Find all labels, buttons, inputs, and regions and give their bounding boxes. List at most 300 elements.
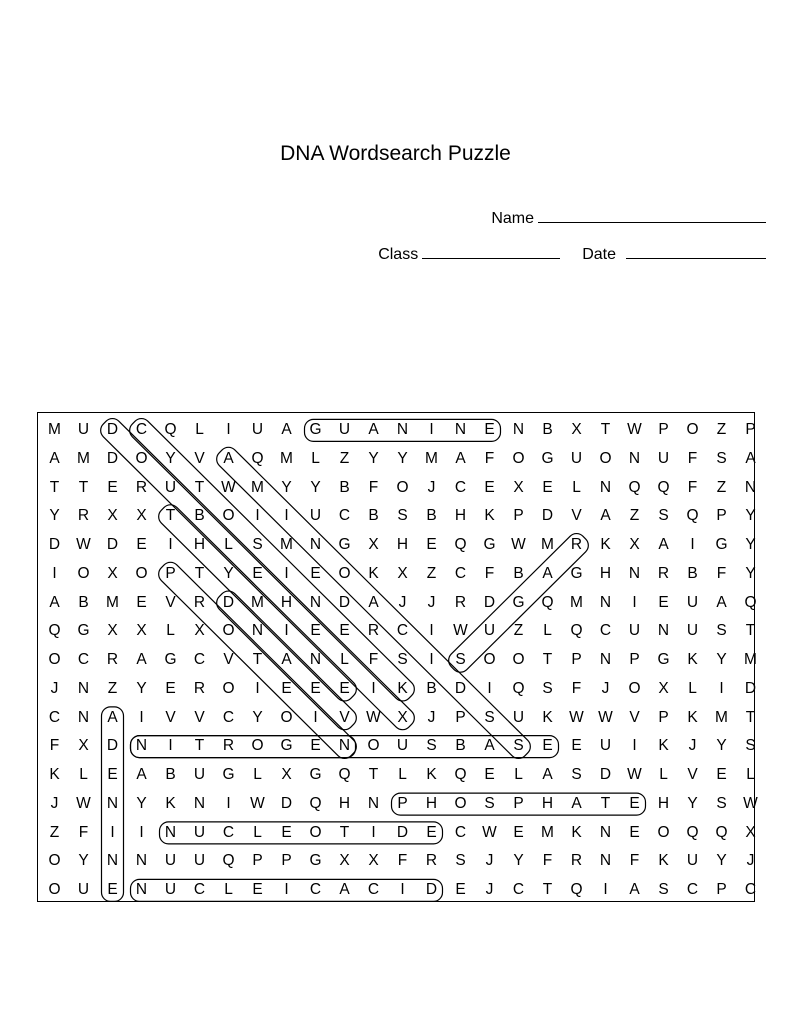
- grid-letter[interactable]: H: [599, 564, 612, 582]
- grid-letter[interactable]: C: [512, 881, 525, 898]
- grid-letter[interactable]: Y: [165, 449, 176, 467]
- grid-letter[interactable]: Y: [281, 478, 292, 496]
- grid-letter[interactable]: K: [542, 708, 553, 726]
- grid-letter[interactable]: D: [106, 536, 119, 553]
- grid-letter[interactable]: A: [716, 593, 727, 611]
- grid-letter[interactable]: N: [77, 679, 90, 697]
- grid-letter[interactable]: F: [368, 478, 379, 496]
- grid-letter[interactable]: N: [106, 852, 119, 870]
- grid-letter[interactable]: Y: [252, 708, 263, 726]
- grid-letter[interactable]: K: [687, 708, 698, 726]
- grid-letter[interactable]: N: [77, 708, 90, 726]
- grid-letter[interactable]: A: [136, 766, 147, 783]
- grid-letter[interactable]: X: [194, 622, 205, 640]
- grid-letter[interactable]: O: [367, 737, 380, 755]
- grid-letter[interactable]: O: [686, 421, 699, 438]
- grid-letter[interactable]: B: [368, 507, 379, 525]
- grid-letter[interactable]: A: [658, 536, 669, 553]
- grid-letter[interactable]: I: [429, 651, 434, 668]
- grid-letter[interactable]: Y: [136, 794, 147, 812]
- grid-letter[interactable]: N: [628, 564, 641, 582]
- grid-letter[interactable]: R: [454, 593, 467, 611]
- grid-letter[interactable]: Q: [222, 852, 235, 870]
- grid-letter[interactable]: P: [658, 708, 669, 726]
- grid-letter[interactable]: E: [426, 536, 437, 553]
- grid-letter[interactable]: D: [454, 679, 467, 697]
- grid-letter[interactable]: J: [427, 478, 436, 496]
- grid-letter[interactable]: L: [688, 679, 697, 697]
- grid-letter[interactable]: H: [338, 794, 351, 812]
- grid-letter[interactable]: O: [338, 564, 351, 582]
- grid-letter[interactable]: F: [687, 449, 698, 467]
- grid-letter[interactable]: S: [716, 794, 727, 812]
- grid-letter[interactable]: R: [570, 536, 583, 553]
- grid-letter[interactable]: A: [49, 593, 60, 611]
- grid-letter[interactable]: G: [280, 737, 293, 755]
- grid-letter[interactable]: L: [572, 478, 581, 496]
- grid-letter[interactable]: U: [77, 421, 90, 438]
- grid-letter[interactable]: G: [309, 766, 322, 783]
- grid-letter[interactable]: Q: [309, 794, 322, 812]
- grid-letter[interactable]: B: [542, 421, 553, 438]
- grid-letter[interactable]: E: [339, 679, 350, 697]
- grid-letter[interactable]: X: [368, 852, 379, 870]
- grid-letter[interactable]: X: [78, 737, 89, 755]
- grid-letter[interactable]: C: [744, 881, 757, 898]
- grid-letter[interactable]: D: [599, 766, 612, 783]
- grid-letter[interactable]: S: [513, 737, 524, 755]
- grid-letter[interactable]: T: [252, 651, 263, 668]
- grid-letter[interactable]: B: [78, 593, 89, 611]
- grid-letter[interactable]: D: [338, 593, 351, 611]
- grid-letter[interactable]: Z: [107, 679, 118, 697]
- grid-letter[interactable]: S: [571, 766, 582, 783]
- grid-letter[interactable]: V: [194, 708, 205, 726]
- grid-letter[interactable]: V: [194, 449, 205, 467]
- grid-letter[interactable]: C: [454, 478, 467, 496]
- grid-letter[interactable]: Q: [715, 823, 728, 841]
- grid-letter[interactable]: U: [193, 766, 206, 783]
- grid-letter[interactable]: K: [49, 766, 60, 783]
- grid-letter[interactable]: I: [719, 679, 724, 697]
- grid-letter[interactable]: W: [76, 536, 91, 553]
- grid-letter[interactable]: U: [686, 593, 699, 611]
- grid-letter[interactable]: N: [628, 449, 641, 467]
- grid-letter[interactable]: M: [570, 593, 583, 611]
- grid-letter[interactable]: J: [427, 593, 436, 611]
- grid-letter[interactable]: E: [484, 421, 495, 438]
- grid-letter[interactable]: I: [284, 507, 289, 525]
- grid-letter[interactable]: S: [484, 708, 495, 726]
- grid-letter[interactable]: Y: [223, 564, 234, 582]
- grid-letter[interactable]: L: [659, 766, 668, 783]
- grid-letter[interactable]: V: [687, 766, 698, 783]
- grid-letter[interactable]: N: [599, 852, 612, 870]
- grid-letter[interactable]: G: [309, 852, 322, 870]
- grid-letter[interactable]: E: [165, 679, 176, 697]
- grid-letter[interactable]: B: [426, 679, 437, 697]
- grid-letter[interactable]: Z: [716, 478, 727, 496]
- grid-letter[interactable]: C: [338, 507, 351, 525]
- grid-letter[interactable]: L: [253, 823, 262, 841]
- grid-letter[interactable]: F: [368, 651, 379, 668]
- grid-letter[interactable]: I: [139, 823, 144, 841]
- grid-letter[interactable]: I: [690, 536, 695, 553]
- grid-letter[interactable]: M: [251, 593, 264, 611]
- grid-letter[interactable]: K: [571, 823, 582, 841]
- grid-letter[interactable]: J: [485, 881, 494, 898]
- grid-letter[interactable]: Y: [745, 507, 756, 525]
- grid-letter[interactable]: W: [482, 823, 497, 841]
- grid-letter[interactable]: P: [658, 421, 669, 438]
- grid-letter[interactable]: M: [280, 449, 293, 467]
- grid-letter[interactable]: R: [193, 593, 206, 611]
- grid-letter[interactable]: Y: [745, 564, 756, 582]
- grid-letter[interactable]: N: [135, 881, 148, 898]
- grid-letter[interactable]: S: [252, 536, 263, 553]
- grid-letter[interactable]: Y: [310, 478, 321, 496]
- grid-letter[interactable]: W: [598, 708, 613, 726]
- grid-letter[interactable]: N: [251, 622, 264, 640]
- grid-letter[interactable]: A: [542, 564, 553, 582]
- grid-letter[interactable]: X: [397, 564, 408, 582]
- grid-letter[interactable]: Z: [629, 507, 640, 525]
- grid-letter[interactable]: U: [628, 622, 641, 640]
- grid-letter[interactable]: N: [367, 794, 380, 812]
- grid-letter[interactable]: F: [687, 478, 698, 496]
- grid-letter[interactable]: E: [136, 593, 147, 611]
- grid-letter[interactable]: S: [658, 881, 669, 898]
- grid-letter[interactable]: J: [485, 852, 494, 870]
- grid-letter[interactable]: Y: [136, 679, 147, 697]
- grid-letter[interactable]: A: [107, 708, 118, 726]
- grid-letter[interactable]: L: [195, 421, 204, 438]
- grid-letter[interactable]: I: [371, 823, 376, 841]
- grid-letter[interactable]: T: [165, 507, 176, 525]
- grid-letter[interactable]: D: [483, 593, 496, 611]
- grid-letter[interactable]: E: [310, 737, 321, 755]
- grid-letter[interactable]: B: [513, 564, 524, 582]
- grid-letter[interactable]: G: [309, 421, 322, 438]
- grid-letter[interactable]: J: [398, 593, 407, 611]
- grid-letter[interactable]: E: [339, 622, 350, 640]
- grid-letter[interactable]: I: [284, 564, 289, 582]
- grid-letter[interactable]: N: [599, 593, 612, 611]
- grid-letter[interactable]: V: [339, 708, 350, 726]
- grid-letter[interactable]: O: [222, 507, 235, 525]
- grid-letter[interactable]: F: [49, 737, 60, 755]
- grid-letter[interactable]: E: [310, 622, 321, 640]
- grid-letter[interactable]: O: [48, 852, 61, 870]
- grid-letter[interactable]: N: [657, 622, 670, 640]
- grid-letter[interactable]: S: [658, 507, 669, 525]
- grid-letter[interactable]: X: [571, 421, 582, 438]
- grid-letter[interactable]: T: [745, 622, 756, 640]
- grid-letter[interactable]: Q: [251, 449, 264, 467]
- grid-letter[interactable]: C: [193, 881, 206, 898]
- grid-letter[interactable]: G: [338, 536, 351, 553]
- grid-letter[interactable]: I: [400, 881, 405, 898]
- grid-letter[interactable]: R: [570, 852, 583, 870]
- grid-letter[interactable]: D: [396, 823, 409, 841]
- grid-letter[interactable]: F: [571, 679, 582, 697]
- grid-letter[interactable]: L: [224, 536, 233, 553]
- grid-letter[interactable]: I: [255, 679, 260, 697]
- grid-letter[interactable]: H: [193, 536, 206, 553]
- grid-letter[interactable]: F: [484, 564, 495, 582]
- grid-letter[interactable]: Z: [49, 823, 60, 841]
- grid-letter[interactable]: Q: [454, 766, 467, 783]
- grid-letter[interactable]: D: [222, 593, 235, 611]
- grid-letter[interactable]: X: [107, 507, 118, 525]
- grid-letter[interactable]: R: [106, 651, 119, 668]
- grid-letter[interactable]: S: [542, 679, 553, 697]
- grid-letter[interactable]: W: [250, 794, 265, 812]
- grid-letter[interactable]: G: [541, 449, 554, 467]
- grid-letter[interactable]: Q: [512, 679, 525, 697]
- grid-letter[interactable]: J: [746, 852, 755, 870]
- grid-letter[interactable]: P: [716, 881, 727, 898]
- grid-letter[interactable]: M: [48, 421, 61, 438]
- grid-letter[interactable]: E: [107, 881, 118, 898]
- grid-letter[interactable]: Y: [513, 852, 524, 870]
- grid-letter[interactable]: I: [168, 536, 173, 553]
- grid-letter[interactable]: J: [50, 679, 59, 697]
- grid-letter[interactable]: T: [194, 737, 205, 755]
- grid-letter[interactable]: V: [629, 708, 640, 726]
- grid-letter[interactable]: J: [688, 737, 697, 755]
- grid-letter[interactable]: C: [454, 564, 467, 582]
- grid-letter[interactable]: S: [455, 651, 466, 668]
- grid-letter[interactable]: P: [281, 852, 292, 870]
- grid-letter[interactable]: T: [49, 478, 60, 496]
- grid-letter[interactable]: E: [281, 679, 292, 697]
- grid-letter[interactable]: W: [569, 708, 584, 726]
- grid-letter[interactable]: O: [599, 449, 612, 467]
- grid-letter[interactable]: T: [542, 881, 553, 898]
- grid-letter[interactable]: Y: [49, 507, 60, 525]
- grid-letter[interactable]: S: [455, 852, 466, 870]
- grid-letter[interactable]: R: [657, 564, 670, 582]
- grid-letter[interactable]: X: [281, 766, 292, 783]
- grid-letter[interactable]: E: [310, 679, 321, 697]
- grid-letter[interactable]: G: [222, 766, 235, 783]
- grid-letter[interactable]: C: [77, 651, 90, 668]
- grid-letter[interactable]: E: [136, 536, 147, 553]
- grid-letter[interactable]: A: [484, 737, 495, 755]
- grid-letter[interactable]: M: [541, 536, 554, 553]
- grid-letter[interactable]: I: [52, 564, 57, 582]
- grid-letter[interactable]: U: [483, 622, 496, 640]
- grid-letter[interactable]: A: [600, 507, 611, 525]
- grid-letter[interactable]: X: [136, 622, 147, 640]
- grid-letter[interactable]: D: [541, 507, 554, 525]
- grid-letter[interactable]: G: [512, 593, 525, 611]
- grid-letter[interactable]: V: [165, 593, 176, 611]
- grid-letter[interactable]: A: [368, 421, 379, 438]
- grid-letter[interactable]: W: [627, 766, 642, 783]
- grid-letter[interactable]: U: [251, 421, 264, 438]
- grid-letter[interactable]: T: [368, 766, 379, 783]
- grid-letter[interactable]: C: [599, 622, 612, 640]
- grid-letter[interactable]: X: [107, 564, 118, 582]
- grid-letter[interactable]: Y: [716, 651, 727, 668]
- grid-letter[interactable]: M: [77, 449, 90, 467]
- grid-letter[interactable]: T: [542, 651, 553, 668]
- grid-letter[interactable]: X: [513, 478, 524, 496]
- grid-letter[interactable]: F: [629, 852, 640, 870]
- grid-letter[interactable]: H: [541, 794, 554, 812]
- grid-letter[interactable]: L: [253, 766, 262, 783]
- grid-letter[interactable]: E: [542, 478, 553, 496]
- grid-letter[interactable]: S: [716, 622, 727, 640]
- grid-letter[interactable]: E: [484, 478, 495, 496]
- grid-letter[interactable]: O: [135, 449, 148, 467]
- grid-letter[interactable]: M: [541, 823, 554, 841]
- grid-letter[interactable]: X: [368, 536, 379, 553]
- grid-letter[interactable]: Z: [513, 622, 524, 640]
- grid-letter[interactable]: C: [48, 708, 61, 726]
- grid-letter[interactable]: K: [687, 651, 698, 668]
- grid-letter[interactable]: A: [368, 593, 379, 611]
- grid-letter[interactable]: Z: [426, 564, 437, 582]
- grid-letter[interactable]: M: [425, 449, 438, 467]
- grid-letter[interactable]: F: [484, 449, 495, 467]
- grid-letter[interactable]: Q: [686, 823, 699, 841]
- grid-letter[interactable]: W: [511, 536, 526, 553]
- grid-letter[interactable]: I: [313, 708, 318, 726]
- grid-letter[interactable]: M: [251, 478, 264, 496]
- grid-letter[interactable]: K: [600, 536, 611, 553]
- grid-letter[interactable]: W: [221, 478, 236, 496]
- grid-letter[interactable]: Q: [48, 622, 61, 640]
- grid-letter[interactable]: R: [77, 507, 90, 525]
- grid-letter[interactable]: P: [252, 852, 263, 870]
- grid-letter[interactable]: Q: [541, 593, 554, 611]
- grid-letter[interactable]: C: [309, 881, 322, 898]
- grid-letter[interactable]: H: [657, 794, 670, 812]
- grid-letter[interactable]: O: [512, 449, 525, 467]
- grid-letter[interactable]: I: [226, 794, 231, 812]
- grid-letter[interactable]: L: [514, 766, 523, 783]
- grid-letter[interactable]: O: [280, 708, 293, 726]
- grid-letter[interactable]: L: [543, 622, 552, 640]
- grid-letter[interactable]: L: [79, 766, 88, 783]
- grid-letter[interactable]: G: [164, 651, 177, 668]
- grid-letter[interactable]: L: [166, 622, 175, 640]
- grid-letter[interactable]: W: [453, 622, 468, 640]
- grid-letter[interactable]: S: [426, 737, 437, 755]
- grid-letter[interactable]: H: [454, 507, 467, 525]
- grid-letter[interactable]: X: [629, 536, 640, 553]
- grid-letter[interactable]: R: [222, 737, 235, 755]
- grid-letter[interactable]: O: [454, 794, 467, 812]
- grid-letter[interactable]: U: [338, 421, 351, 438]
- grid-letter[interactable]: L: [311, 449, 320, 467]
- grid-letter[interactable]: Q: [628, 478, 641, 496]
- grid-letter[interactable]: A: [745, 449, 756, 467]
- grid-letter[interactable]: B: [194, 507, 205, 525]
- grid-letter[interactable]: E: [252, 564, 263, 582]
- grid-letter[interactable]: Y: [745, 536, 756, 553]
- grid-letter[interactable]: X: [745, 823, 756, 841]
- grid-letter[interactable]: U: [686, 852, 699, 870]
- grid-letter[interactable]: R: [425, 852, 438, 870]
- grid-letter[interactable]: O: [48, 881, 61, 898]
- grid-letter[interactable]: J: [427, 708, 436, 726]
- grid-letter[interactable]: Q: [164, 421, 177, 438]
- grid-letter[interactable]: E: [252, 881, 263, 898]
- grid-letter[interactable]: R: [367, 622, 380, 640]
- grid-letter[interactable]: I: [429, 622, 434, 640]
- grid-letter[interactable]: R: [135, 478, 148, 496]
- grid-letter[interactable]: W: [366, 708, 381, 726]
- grid-letter[interactable]: U: [193, 852, 206, 870]
- grid-letter[interactable]: L: [746, 766, 755, 783]
- grid-letter[interactable]: P: [745, 421, 756, 438]
- grid-letter[interactable]: I: [487, 679, 492, 697]
- grid-letter[interactable]: E: [629, 794, 640, 812]
- grid-letter[interactable]: X: [397, 708, 408, 726]
- grid-letter[interactable]: E: [513, 823, 524, 841]
- grid-letter[interactable]: A: [455, 449, 466, 467]
- grid-letter[interactable]: C: [222, 708, 235, 726]
- grid-letter[interactable]: S: [745, 737, 756, 755]
- grid-letter[interactable]: G: [657, 651, 670, 668]
- grid-letter[interactable]: R: [193, 679, 206, 697]
- grid-letter[interactable]: Y: [368, 449, 379, 467]
- grid-letter[interactable]: M: [106, 593, 119, 611]
- grid-letter[interactable]: N: [193, 794, 206, 812]
- grid-letter[interactable]: Q: [657, 478, 670, 496]
- grid-letter[interactable]: K: [484, 507, 495, 525]
- grid-letter[interactable]: F: [397, 852, 408, 870]
- grid-letter[interactable]: F: [78, 823, 89, 841]
- grid-letter[interactable]: U: [570, 449, 583, 467]
- grid-letter[interactable]: G: [715, 536, 728, 553]
- grid-letter[interactable]: N: [135, 852, 148, 870]
- grid-letter[interactable]: W: [76, 794, 91, 812]
- grid-letter[interactable]: Z: [339, 449, 350, 467]
- grid-letter[interactable]: Q: [744, 593, 757, 611]
- grid-letter[interactable]: I: [284, 881, 289, 898]
- grid-letter[interactable]: U: [686, 622, 699, 640]
- grid-letter[interactable]: D: [280, 794, 293, 812]
- grid-letter[interactable]: H: [396, 536, 409, 553]
- grid-letter[interactable]: N: [599, 651, 612, 668]
- grid-letter[interactable]: E: [571, 737, 582, 755]
- grid-letter[interactable]: S: [716, 449, 727, 467]
- grid-letter[interactable]: L: [398, 766, 407, 783]
- grid-letter[interactable]: A: [223, 449, 234, 467]
- grid-letter[interactable]: I: [371, 679, 376, 697]
- grid-letter[interactable]: K: [397, 679, 408, 697]
- grid-letter[interactable]: O: [77, 564, 90, 582]
- grid-letter[interactable]: E: [629, 823, 640, 841]
- grid-letter[interactable]: U: [657, 449, 670, 467]
- grid-letter[interactable]: P: [716, 507, 727, 525]
- grid-letter[interactable]: N: [454, 421, 467, 438]
- grid-letter[interactable]: U: [512, 708, 525, 726]
- grid-letter[interactable]: P: [629, 651, 640, 668]
- grid-letter[interactable]: K: [165, 794, 176, 812]
- grid-letter[interactable]: X: [339, 852, 350, 870]
- grid-letter[interactable]: U: [599, 737, 612, 755]
- grid-letter[interactable]: N: [309, 651, 322, 668]
- grid-letter[interactable]: Y: [397, 449, 408, 467]
- grid-letter[interactable]: P: [165, 564, 176, 582]
- grid-letter[interactable]: T: [78, 478, 89, 496]
